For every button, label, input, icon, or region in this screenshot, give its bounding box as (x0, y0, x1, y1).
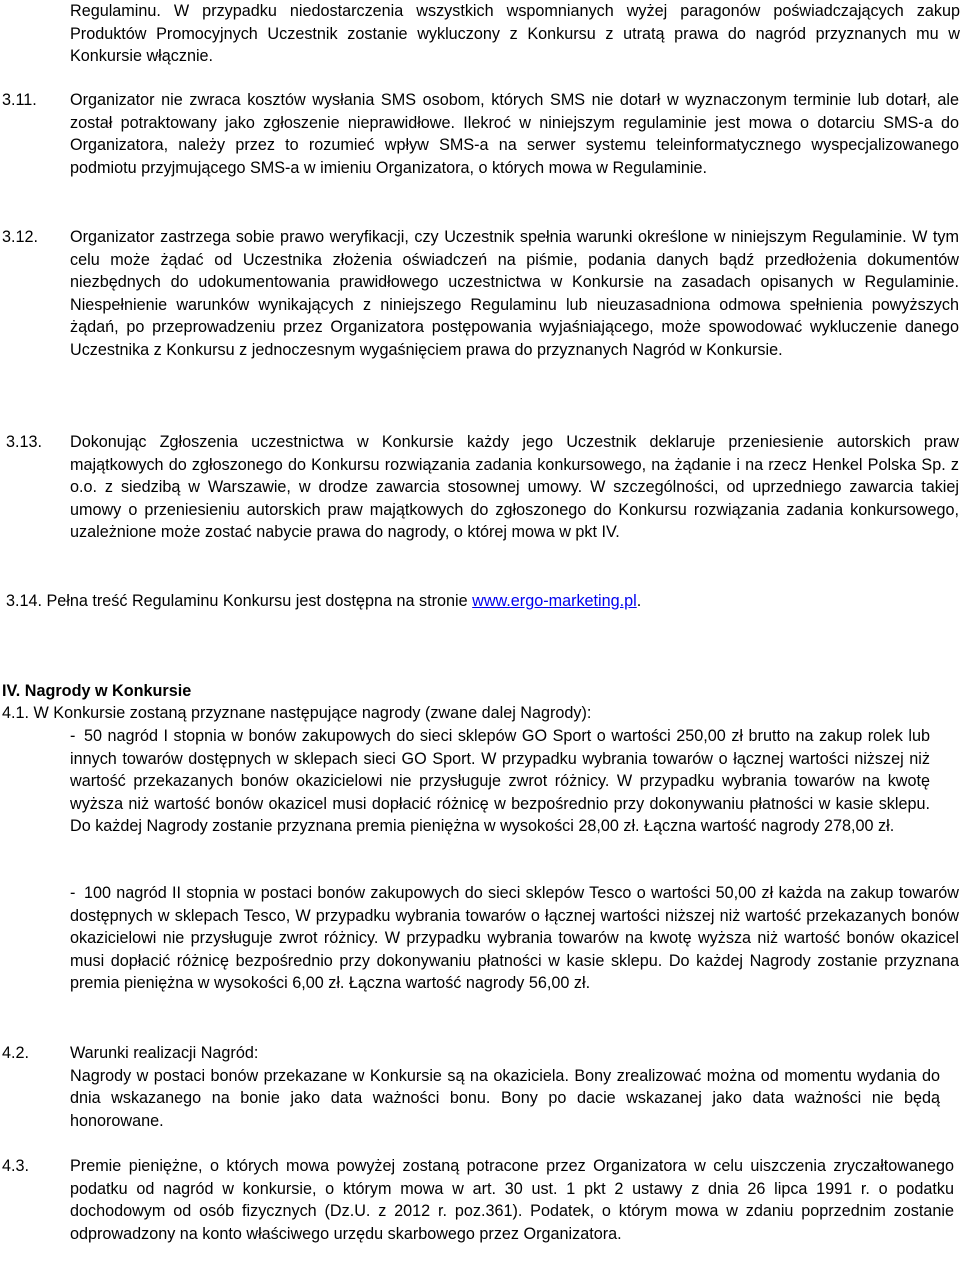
section-number: 3.11. (2, 91, 37, 109)
top-paragraph: Regulaminu. W przypadku niedostarczenia wszystkich wspomnianych wyżej paragonów poświadczających zakup Produktów Promocyjnych Uczestnik zostanie wykluczony z Konkursu z utratą prawa do nagród przyznanych mu w Konkursie włącznie. (70, 2, 960, 66)
section-number: 3.13. (6, 433, 43, 451)
list-dash: - (70, 727, 76, 745)
section-number: 4.2. (2, 1044, 30, 1062)
section-4-1-intro: 4.1. W Konkursie zostaną przyznane następujące nagrody (zwane dalej Nagrody): (2, 704, 592, 722)
section-text: Organizator zastrzega sobie prawo weryfikacji, czy Uczestnik spełnia warunki określone w niniejszym Regulaminie. W tym celu może żądać od Uczestnika złożenia oświadczeń na piśmie, podania danych bądź przedłożenia dokumentów niezbędnych do udokumentowania prawidłowego uczestnictwa w Konkursie na zasadach opisanych w Regulaminie. Niespełnienie warunków wynikających z niniejszego Regulaminu lub nieuzasadniona odmowa spełnienia powyższych żądań, po przeprowadzeniu przez Organizatora postępowania wyjaśniającego, może spowodować wykluczenie danego Uczestnika z Konkursu z jednoczesnym wygaśnięciem prawa do przyznanych Nagród w Konkursie. (70, 228, 959, 359)
prize-text: 100 nagród II stopnia w postaci bonów zakupowych do sieci sklepów Tesco o wartości 50,00 zł każda na zakup towarów dostępnych w sklepach Tesco, W przypadku wybrania towarów o łącznej wartości niższej niż wartość przekazanych bonów okazicielowi nie przysługuje zwrot różnicy. W przypadku wybrania towarów na kwotę wyższa niż wartość bonów okazicel musi dopłacić różnicę bezpośrednio przy dokonywaniu płatności w kasie sklepu. Do każdej Nagrody zostanie przyznana premia pieniężna w wysokości 6,00 zł. Łączna wartość nagrody 56,00 zł. (70, 884, 959, 993)
section-title: Warunki realizacji Nagród: (70, 1044, 259, 1062)
section-3-14 (6, 590, 641, 613)
section-text: Premie pieniężne, o których mowa powyżej zostaną potracone przez Organizatora w celu uiszczenia zryczałtowanego podatku od nagród w konkursie, o którym mowa w art. 30 ust. 1 pkt 2 ustawy z dnia 26 lipca 1991 r. o podatku dochodowym od osób fizycznych (Dz.U. z 2012 r. poz.361). Podatek, o którym mowa w zdaniu poprzednim zostanie odprowadzony na konto właściwego urzędu skarbowego przez Organizatora. (70, 1157, 954, 1243)
section-text: Organizator nie zwraca kosztów wysłania SMS osobom, których SMS nie dotarł w wyznaczonym terminie lub dotarł, ale został potraktowany jako zgłoszenie nieprawidłowe. Ilekroć w niniejszym regulaminie jest mowa o dotarciu SMS-a do Organizatora, należy przez to rozumieć wpływ SMS-a na serwer systemu teleinformatycznego wyspecjalizowanego podmiotu przyjmującego SMS-a w imieniu Organizatora, o których mowa w Regulaminie. (70, 91, 959, 177)
heading-iv: IV. Nagrody w Konkursie (2, 682, 192, 700)
section-text: Dokonując Zgłoszenia uczestnictwa w Konkursie każdy jego Uczestnik deklaruje przeniesienie autorskich praw majątkowych do zgłoszonego do Konkursu rozwiązania zadania konkursowego, na żądanie i na rzecz Henkel Polska Sp. z o.o. z siedzibą w Warszawie, w drodze zawarcia stosownej umowy. W szczególności, od uprzedniego zawarcia takiej umowy o przeniesieniu autorskich praw majątkowych do zgłoszonego do Konkursu rozwiązania zadania konkursowego, uzależnione może zostać nabycie prawa do nagrody, o której mowa w pkt IV. (70, 433, 959, 542)
section-number: 3.12. (2, 228, 39, 246)
section-text: 3.14. Pełna treść Regulaminu Konkursu jest dostępna na stronie (6, 592, 473, 610)
list-dash: - (70, 884, 76, 902)
prize-text: 50 nagród I stopnia w bonów zakupowych do sieci sklepów GO Sport o wartości 250,00 zł brutto na zakup rolek lub innych towarów dostępnych w sklepach sieci GO Sport. W przypadku wybrania towarów o łącznej wartości niższej niż wartość przekazanych bonów okazicielowi nie przysługuje zwrot różnicy. W przypadku wybrania towarów na kwotę wyższa niż wartość bonów okazicel musi dopłacić różnicę w bezpośrednio przy dokonywaniu płatności w kasie sklepu. Do każdej Nagrody zostanie przyznana premia pieniężna w wysokości 28,00 zł. Łączna wartość nagrody 278,00 zł. (70, 727, 930, 836)
section-text: Nagrody w postaci bonów przekazane w Konkursie są na okaziciela. Bony zrealizować można od momentu wydania do dnia wskazanego na bonie jako data ważności bonu. Bony po dacie wskazanej jako data ważności nie będą honorowane. (70, 1066, 940, 1130)
section-text-end: . (636, 592, 642, 610)
regulation-link[interactable]: www.ergo-marketing.pl (472, 592, 637, 610)
section-number: 4.3. (2, 1157, 30, 1175)
